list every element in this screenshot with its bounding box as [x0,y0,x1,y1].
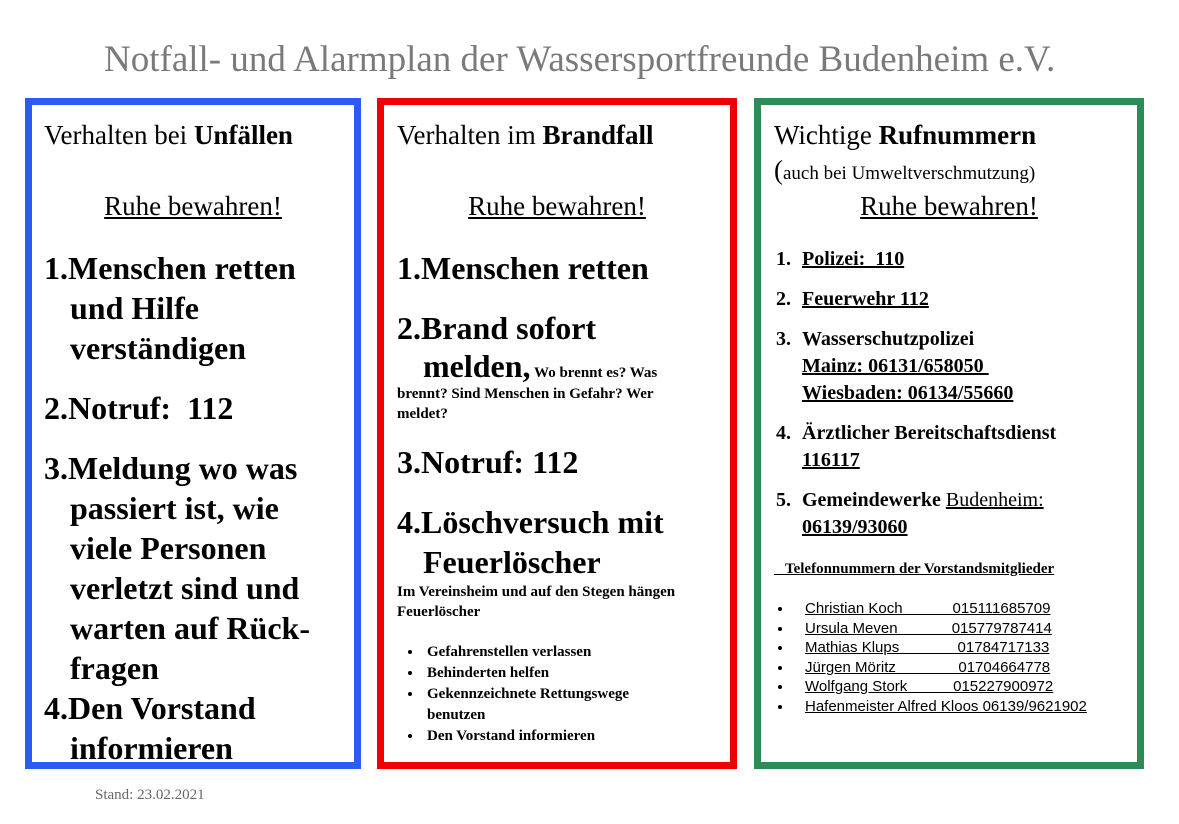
numbers-list [761,246,1151,554]
accidents-step-3: 3.Meldung wo was passiert ist, wie viele Personen verletzt sind und warten auf Rück- fragen [44,450,310,686]
fire-step-1: 1.Menschen retten [397,250,649,286]
list-item: • Behinderten helfen [423,663,727,684]
numbers-panel [754,98,1144,769]
list-item: • Gekennzeichnete Rettungswege benutzen [423,684,667,726]
fire-step-2: 2.Brand sofort melden, Wo brennt es? Was brennt? Sind Menschen in Gefahr? Wer meldet? [397,310,658,422]
accidents-calm: Ruhe bewahren! [104,191,282,221]
accidents-step-4: 4.Den Vorstand informieren [44,690,256,766]
list-item: • Wolfgang Stork 015227900972 [793,677,1087,697]
accidents-steps [44,248,364,768]
list-item: • Den Vorstand informieren [423,726,727,747]
list-item: • Christian Koch 015111685709 [793,599,1087,619]
fire-step-4: 4.Löschversuch mit Feuerlöscher [397,504,664,580]
list-item: 2. Feuerwehr 112 [796,286,1151,313]
accidents-step-2: 2.Notruf: 112 [44,390,234,426]
extinguisher-note: Im Vereinsheim und auf den Stegen hängen Feuerlöscher [397,584,676,620]
numbers-heading: Wichtige Rufnummern [774,120,1037,150]
list-item: • Hafenmeister Alfred Kloos 06139/9621902 [793,697,1087,717]
numbers-calm: Ruhe bewahren! [860,191,1038,221]
list-item: • Ursula Meven 015779787414 [793,619,1087,639]
fire-heading: Verhalten im Brandfall [397,120,654,150]
list-item: • Mathias Klups 01784717133 [793,638,1087,658]
board-heading: Telefonnummern der Vorstandsmitglieder [774,561,1055,577]
fire-step-3: 3.Notruf: 112 [397,444,579,480]
page-title: Notfall- und Alarmplan der Wassersportfreunde Budenheim e.V. [104,39,1056,80]
accidents-step-1: 1.Menschen retten und Hilfe verständigen [44,250,296,366]
list-item: 5. Gemeindewerke Budenheim: 06139/93060 [796,487,1151,541]
numbers-subheading: (auch bei Umweltverschmutzung) [774,155,1036,185]
accidents-heading: Verhalten bei Unfällen [44,120,293,150]
fire-bullets [397,642,727,747]
fire-panel [377,98,737,769]
list-item: • Jürgen Möritz 01704664778 [793,658,1087,678]
fire-steps [397,248,727,747]
accidents-panel [25,98,361,769]
list-item: 4. Ärztlicher Bereitschaftsdienst 116117 [796,420,1151,474]
list-item: 1. Polizei: 110 [796,246,1151,273]
list-item: 3. Wasserschutzpolizei Mainz: 06131/658050 Wiesbaden: 06134/55660 [796,326,1151,407]
date-stamp: Stand: 23.02.2021 [95,787,205,803]
fire-calm: Ruhe bewahren! [468,191,646,221]
list-item: • Gefahrenstellen verlassen [423,642,727,663]
board-phone-list [761,599,1087,716]
